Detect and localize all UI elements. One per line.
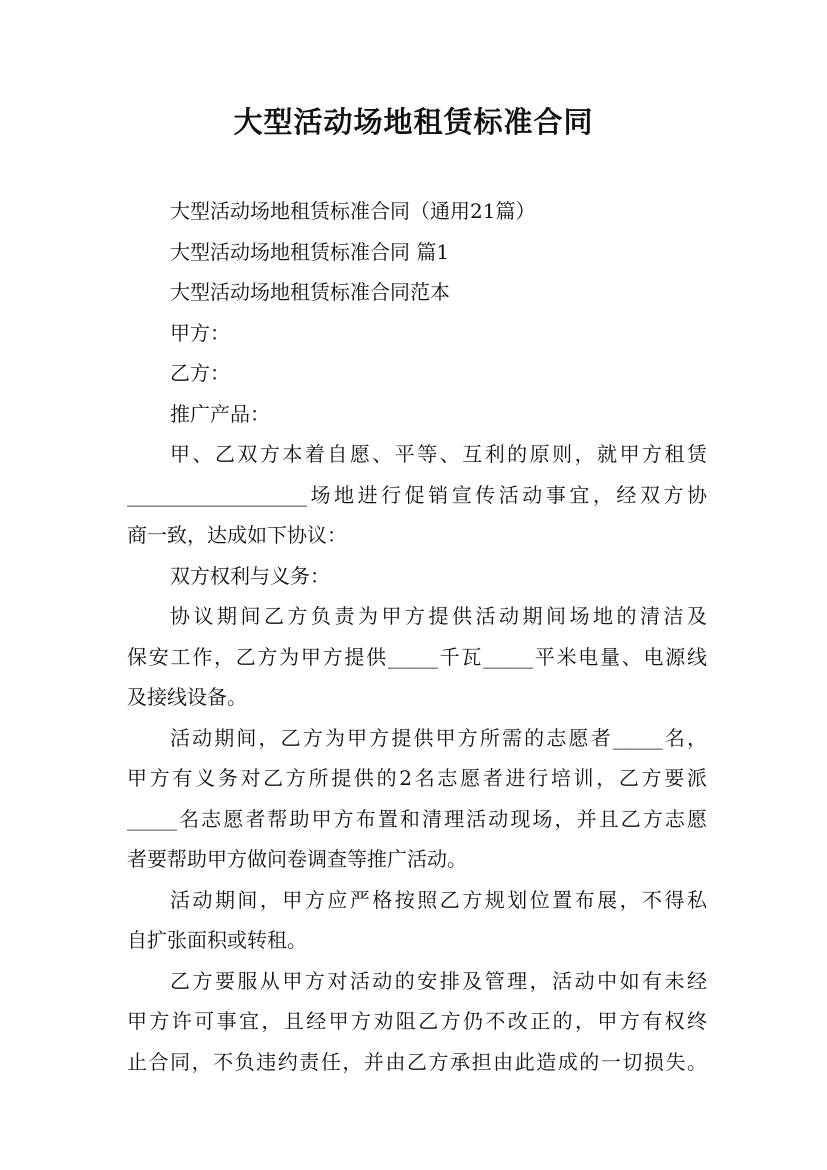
text-line: 甲方许可事宜，且经甲方劝阻乙方仍不改正的，甲方有权终 xyxy=(127,1009,707,1033)
text-line: 保安工作，乙方为甲方提供_____千瓦_____平米电量、电源线 xyxy=(127,644,707,669)
text-line: 乙方要服从甲方对活动的安排及管理，活动中如有未经 xyxy=(170,968,707,993)
text-line: 止合同，不负违约责任，并由乙方承担由此造成的一切损失。 xyxy=(127,1049,707,1074)
document-body xyxy=(127,191,707,1082)
text-line: 甲、乙双方本着自愿、平等、互利的原则，就甲方租赁 xyxy=(170,442,707,466)
text-line: 者要帮助甲方做问卷调查等推广活动。 xyxy=(127,847,467,871)
text-line: 及接线设备。 xyxy=(127,685,247,709)
text-line: 协议期间乙方负责为甲方提供活动期间场地的清洁及 xyxy=(170,604,707,628)
text-line: 大型活动场地租赁标准合同（通用21篇） xyxy=(170,199,536,223)
text-line: _____名志愿者帮助甲方布置和清理活动现场，并且乙方志愿 xyxy=(127,806,707,831)
text-line: 活动期间，甲方应严格按照乙方规划位置布展，不得私 xyxy=(170,887,707,912)
text-line: 甲方有义务对乙方所提供的2名志愿者进行培训，乙方要派 xyxy=(127,766,707,790)
document-title: 大型活动场地租赁标准合同 xyxy=(233,105,594,139)
text-line: 大型活动场地租赁标准合同 篇1 xyxy=(170,239,450,264)
text-line: 乙方： xyxy=(170,361,230,385)
text-line: 推广产品： xyxy=(170,401,270,426)
text-line: 商一致，达成如下协议： xyxy=(127,523,347,547)
section-heading: 双方权利与义务： xyxy=(170,563,330,588)
text-line: 自扩张面积或转租。 xyxy=(127,928,307,952)
text-line: 甲方： xyxy=(170,320,230,345)
text-line: 活动期间，乙方为甲方提供甲方所需的志愿者_____名， xyxy=(170,725,707,750)
text-line: __________________场地进行促销宣传活动事宜，经双方协 xyxy=(127,482,707,507)
text-line: 大型活动场地租赁标准合同范本 xyxy=(170,280,450,304)
